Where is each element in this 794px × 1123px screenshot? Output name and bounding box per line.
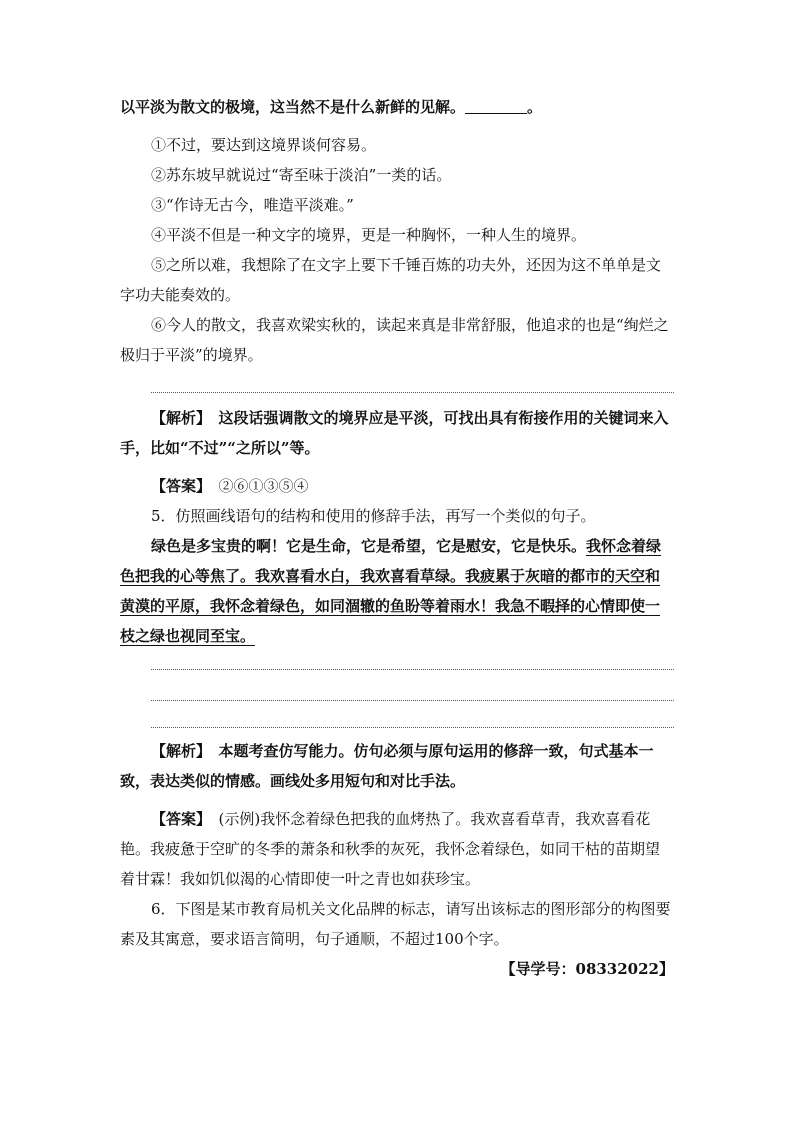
guide-number: 【导学号：08332022】 xyxy=(500,960,674,978)
q4-option-1: ①不过，要达到这境界谈何容易。 xyxy=(151,136,377,154)
q4-answer xyxy=(120,471,674,501)
q5-passage-underlined: 我怀念着绿色把我的心等焦了。我欢喜看水白，我欢喜看草绿。我疲累于灰暗的都市的天空和黄漠的平原，我怀念着绿色，如同涸辙的鱼盼等着雨水！我急不暇择的心情即使一枝之绿也视同至宝。 xyxy=(120,537,662,645)
document-content xyxy=(120,92,674,984)
q5-analysis-text: 本题考查仿写能力。仿句必须与原句运用的修辞一致，句式基本一致，表达类似的情感。画线处多用短句和对比手法。 xyxy=(120,742,654,790)
q5-answer-text: (示例)我怀念着绿色把我的血烤热了。我欢喜看草青，我欢喜看花艳。我疲惫于空旷的冬季的萧条和秋季的灰死，我怀念着绿色，如同干枯的苗期望着甘霖！我如饥似渴的心情即使一叶之青也如获珍宝。 xyxy=(120,810,661,888)
q5-passage xyxy=(120,531,674,651)
answer-tag: 【答案】 xyxy=(151,477,204,495)
q4-option-4: ④平淡不但是一种文字的境界，更是一种胸怀，一种人生的境界。 xyxy=(151,226,587,244)
answer-blank xyxy=(465,95,527,114)
q4-intro-text: 以平淡为散文的极境，这当然不是什么新鲜的见解。 xyxy=(120,98,466,116)
q5-passage-plain: 绿色是多宝贵的啊！它是生命，它是希望，它是慰安，它是快乐。 xyxy=(151,537,587,555)
analysis-tag: 【解析】 xyxy=(151,742,204,760)
q5-prompt: 5．仿照画线语句的结构和使用的修辞手法，再写一个类似的句子。 xyxy=(151,507,596,525)
q4-option-5: ⑤之所以难，我想除了在文字上要下千锤百炼的功夫外，还因为这不单单是文字功夫能奏效的。 xyxy=(120,256,662,304)
q4-option-2: ②苏东坡早就说过“寄至味于淡泊”一类的话。 xyxy=(151,166,452,184)
answer-tag: 【答案】 xyxy=(151,810,204,828)
q6-prompt: 6．下图是某市教育局机关文化品牌的标志，请写出该标志的图形部分的构图要素及其寓意，要求语言简明，句子通顺，不超过100个字。 xyxy=(120,900,671,948)
q4-analysis xyxy=(120,403,674,463)
q4-intro xyxy=(120,92,674,122)
q5-analysis xyxy=(120,736,674,796)
q5-answer xyxy=(120,804,674,894)
q4-option-3: ③“作诗无古今，唯造平淡难。” xyxy=(151,196,354,214)
q4-answer-text: ②⑥①③⑤④ xyxy=(218,477,309,495)
q4-option-6: ⑥今人的散文，我喜欢梁实秋的，读起来真是非常舒服，他追求的也是“绚烂之极归于平淡”的境界。 xyxy=(120,316,669,364)
q4-intro-end: 。 xyxy=(527,98,543,116)
q4-analysis-text: 这段话强调散文的境界应是平淡，可找出具有衔接作用的关键词来入手，比如“不过”“之所以”等。 xyxy=(120,409,669,457)
analysis-tag: 【解析】 xyxy=(151,409,204,427)
